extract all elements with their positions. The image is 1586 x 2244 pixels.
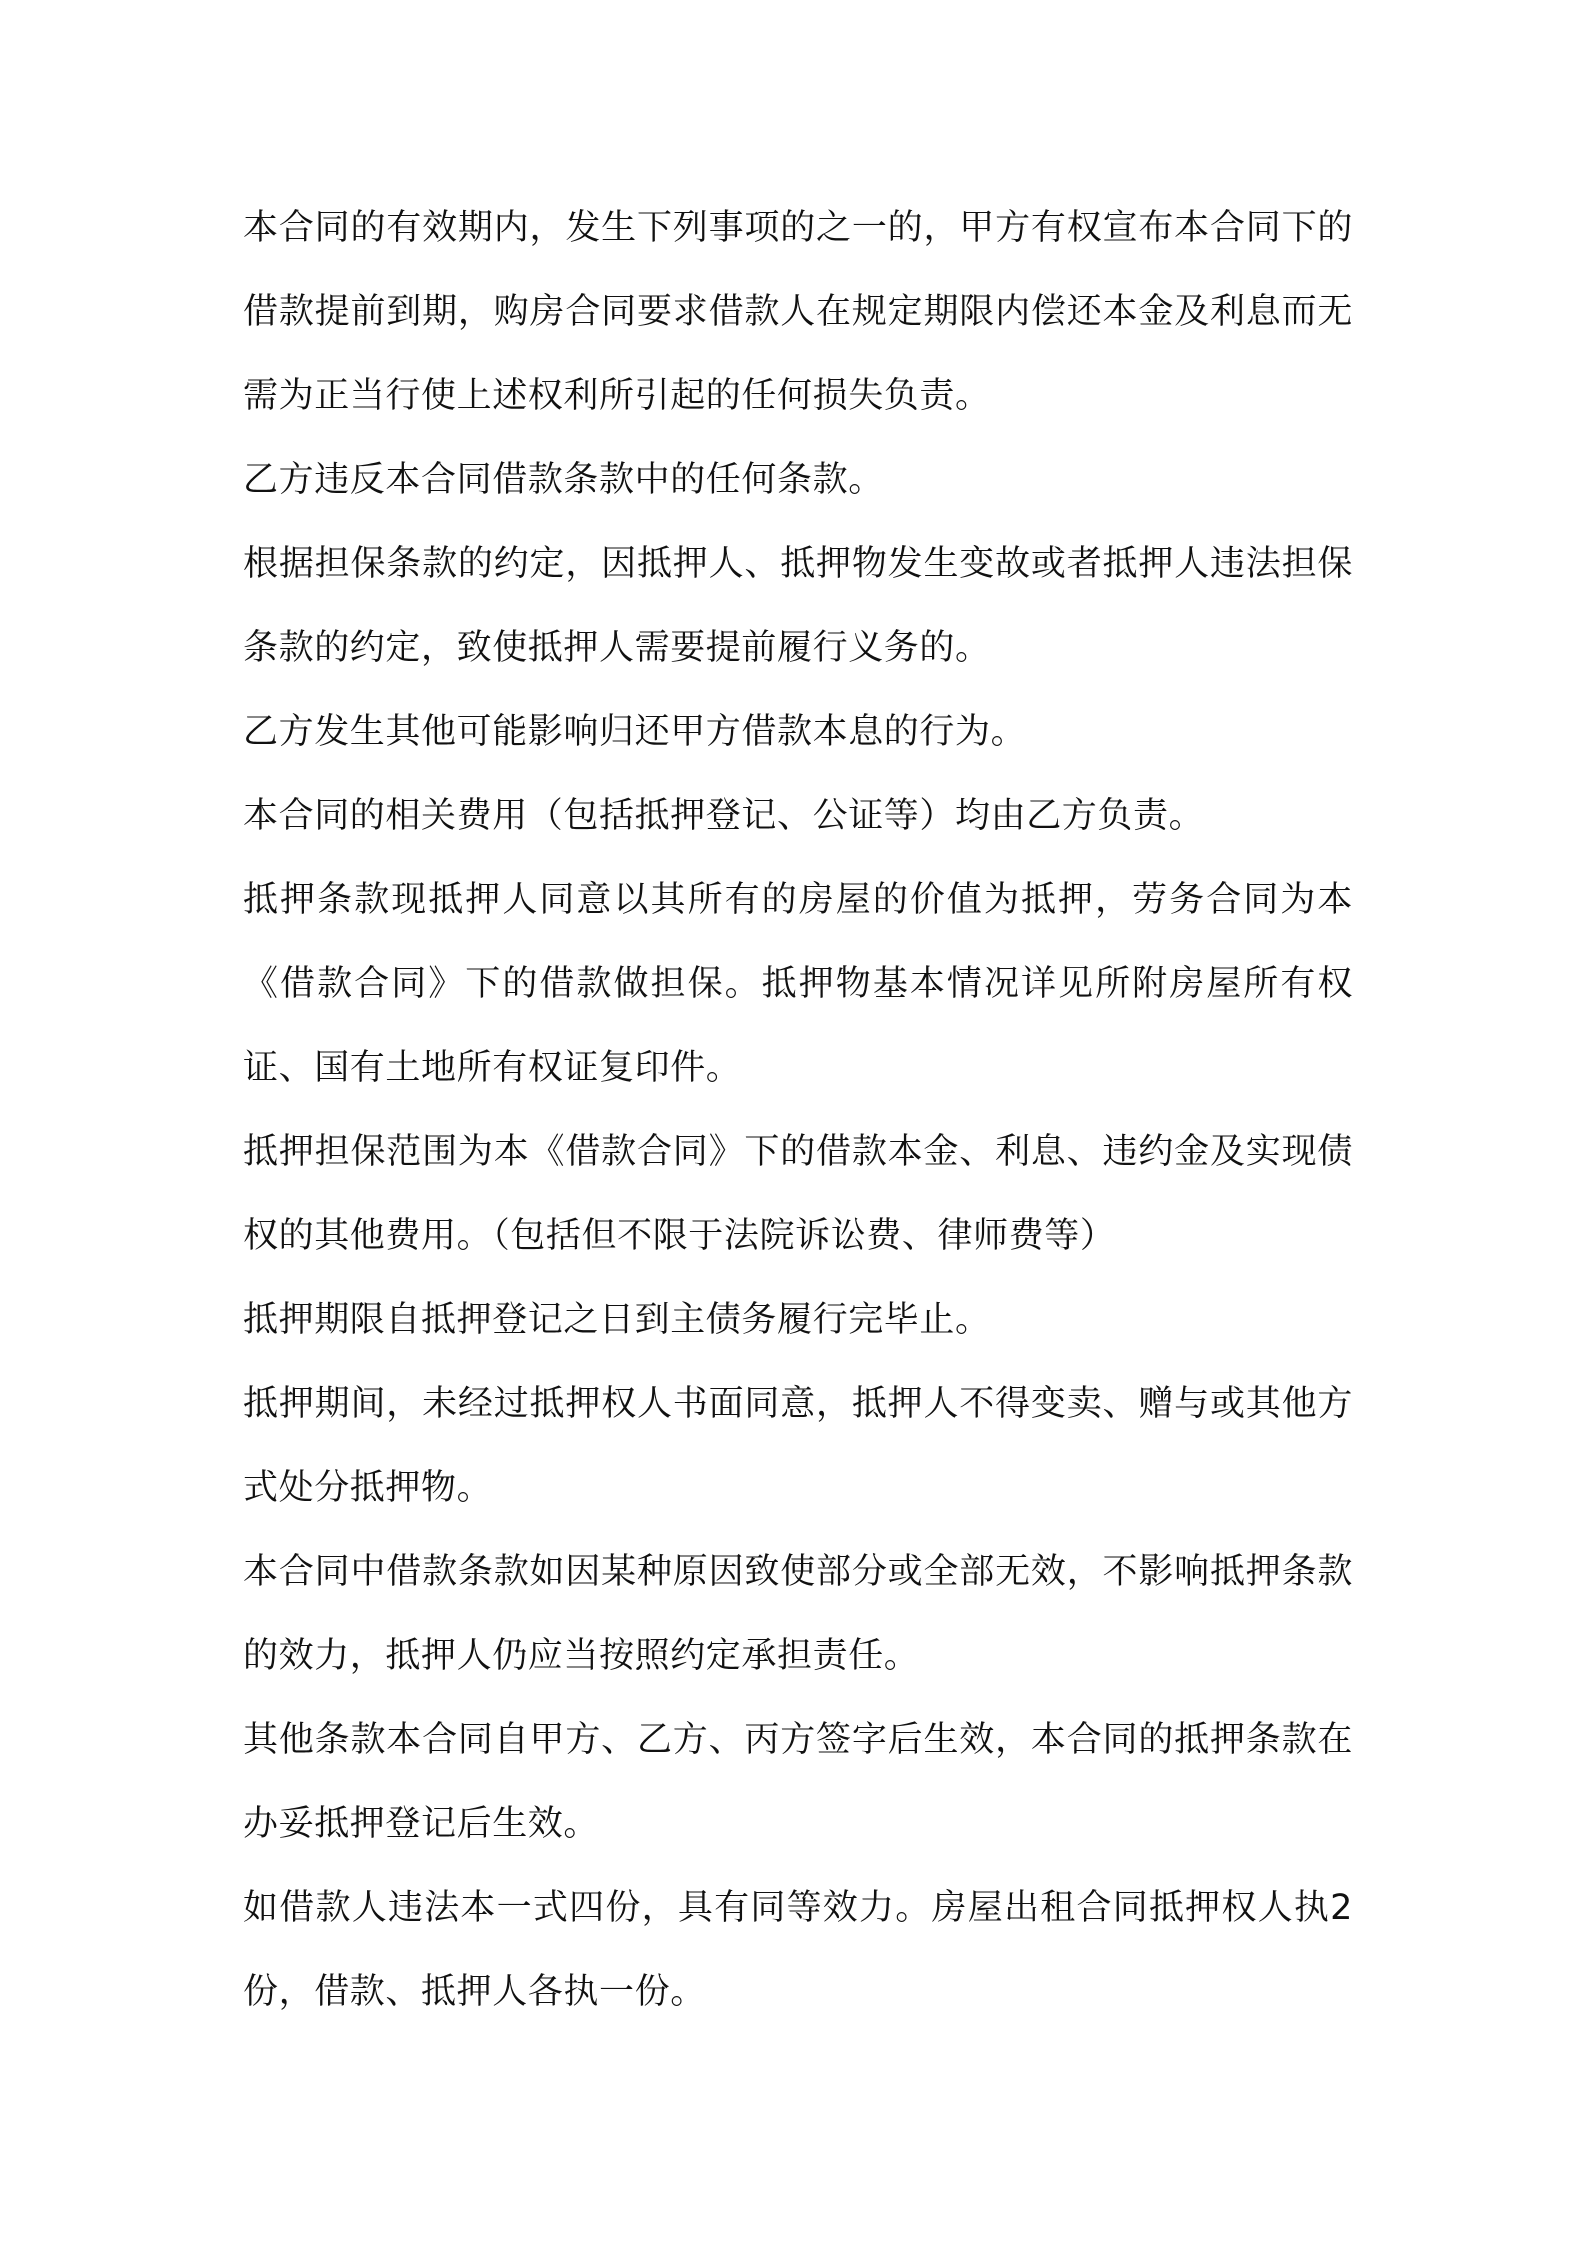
paragraph-mortgage-clause: 抵押条款现抵押人同意以其所有的房屋的价值为抵押，劳务合同为本《借款合同》下的借款做担保。抵押物基本情况详见所附房屋所有权证、国有土地所有权证复印件。 [243,880,1353,1088]
paragraph-other-behaviors: 乙方发生其他可能影响归还甲方借款本息的行为。 [243,712,1027,752]
paragraph-fees: 本合同的相关费用（包括抵押登记、公证等）均由乙方负责。 [243,796,1205,836]
paragraph-breach-loan-terms: 乙方违反本合同借款条款中的任何条款。 [243,460,884,500]
paragraph-guarantee-scope: 抵押担保范围为本《借款合同》下的借款本金、利息、违约金及实现债权的其他费用。（包括但不限于法院诉讼费、律师费等） [243,1132,1353,1256]
paragraph-validity: 本合同中借款条款如因某种原因致使部分或全部无效，不影响抵押条款的效力，抵押人仍应当按照约定承担责任。 [243,1552,1353,1676]
paragraph-guarantee-change: 根据担保条款的约定，因抵押人、抵押物发生变故或者抵押人违法担保条款的约定，致使抵押人需要提前履行义务的。 [243,544,1353,668]
paragraph-early-maturity: 本合同的有效期内，发生下列事项的之一的，甲方有权宣布本合同下的借款提前到期，购房合同要求借款人在规定期限内偿还本金及利息而无需为正当行使上述权利所引起的任何损失负责。 [243,208,1353,416]
paragraph-effectiveness: 其他条款本合同自甲方、乙方、丙方签字后生效，本合同的抵押条款在办妥抵押登记后生效。 [243,1720,1353,1844]
document-body [243,186,1353,2034]
paragraph-mortgage-term: 抵押期限自抵押登记之日到主债务履行完毕止。 [243,1300,991,1340]
paragraph-mortgage-period: 抵押期间，未经过抵押权人书面同意，抵押人不得变卖、赠与或其他方式处分抵押物。 [243,1384,1353,1508]
paragraph-copies: 如借款人违法本一式四份，具有同等效力。房屋出租合同抵押权人执2 份，借款、抵押人各执一份。 [243,1888,1353,2012]
